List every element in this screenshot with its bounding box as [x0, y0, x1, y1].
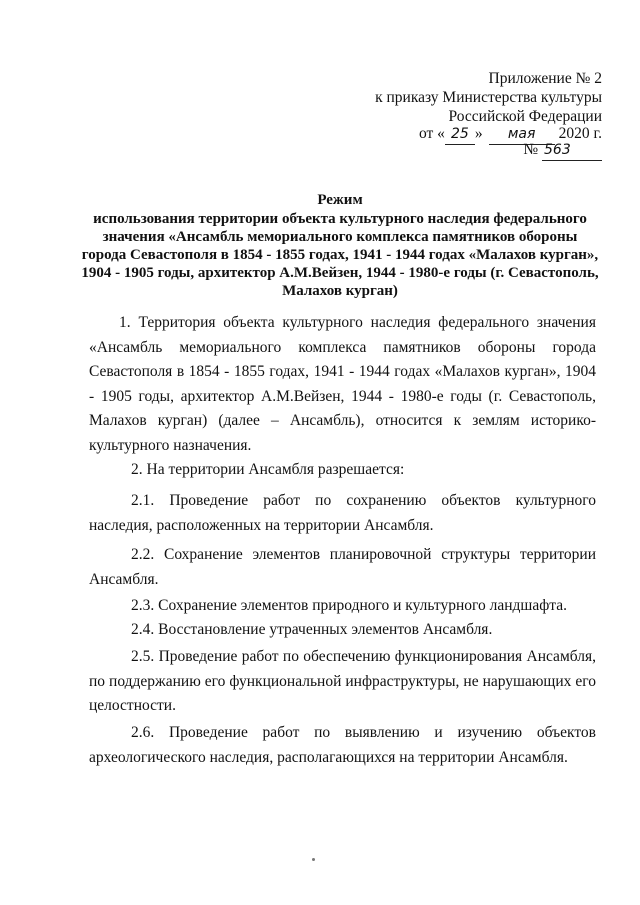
order-number	[523, 140, 602, 161]
number-prefix: №	[523, 141, 539, 158]
date-day: 25	[445, 125, 475, 145]
paragraph-2-2: 2.2. Сохранение элементов планировочной структуры территории Ансамбля.	[89, 546, 596, 588]
title-subtitle: использования территории объекта культурного наследия федерального значения «Ансамбль мемориального комплекса памятников обороны города Севастополя в 1854 - 1855 годах, 1941 - 1944 годах «Малахов курган», 1904 - 1905 годы, архитектор А.М.Вейзен, 1944 - 1980-е годы (г. Севастополь, Малахов курган)	[81, 211, 599, 299]
paragraph-2-4: 2.4. Восстановление утраченных элементов Ансамбля.	[131, 621, 493, 638]
appendix-federation: Российской Федерации	[448, 108, 602, 125]
date-month: мая	[489, 125, 555, 145]
paragraph-2-6: 2.6. Проведение работ по выявлению и изучению объектов археологического наследия, располагающихся на территории Ансамбля.	[89, 724, 596, 766]
date-prefix: от «	[418, 125, 445, 142]
paragraph-2: 2. На территории Ансамбля разрешается:	[131, 461, 405, 478]
appendix-order-ref: к приказу Министерства культуры	[375, 89, 602, 106]
date-mid: »	[474, 125, 483, 142]
paragraph-1: 1. Территория объекта культурного наследия федерального значения «Ансамбль мемориального комплекса памятников обороны города Севастополя в 1854 - 1855 годах, 1941 - 1944 годах «Малахов курган», 1904 - 1905 годы, архитектор А.М.Вейзен, 1944 - 1980-е годы (г. Севастополь, Малахов курган) (далее – Ансамбль), относится к землям историко-культурного назначения.	[89, 314, 596, 454]
scan-speck	[312, 858, 315, 861]
appendix-header	[282, 69, 602, 126]
number-value: 563	[542, 141, 602, 161]
paragraph-2-5: 2.5. Проведение работ по обеспечению функционирования Ансамбля, по поддержанию его функциональной инфраструктуры, не нарушающих его целостности.	[89, 648, 596, 714]
document-title	[80, 191, 600, 300]
paragraph-2-1: 2.1. Проведение работ по сохранению объектов культурного наследия, расположенных на территории Ансамбля.	[89, 492, 596, 534]
paragraph-2-3: 2.3. Сохранение элементов природного и культурного ландшафта.	[131, 597, 567, 614]
appendix-title: Приложение № 2	[488, 70, 602, 87]
title-heading: Режим	[317, 192, 363, 208]
date-year: 2020 г.	[558, 125, 602, 142]
